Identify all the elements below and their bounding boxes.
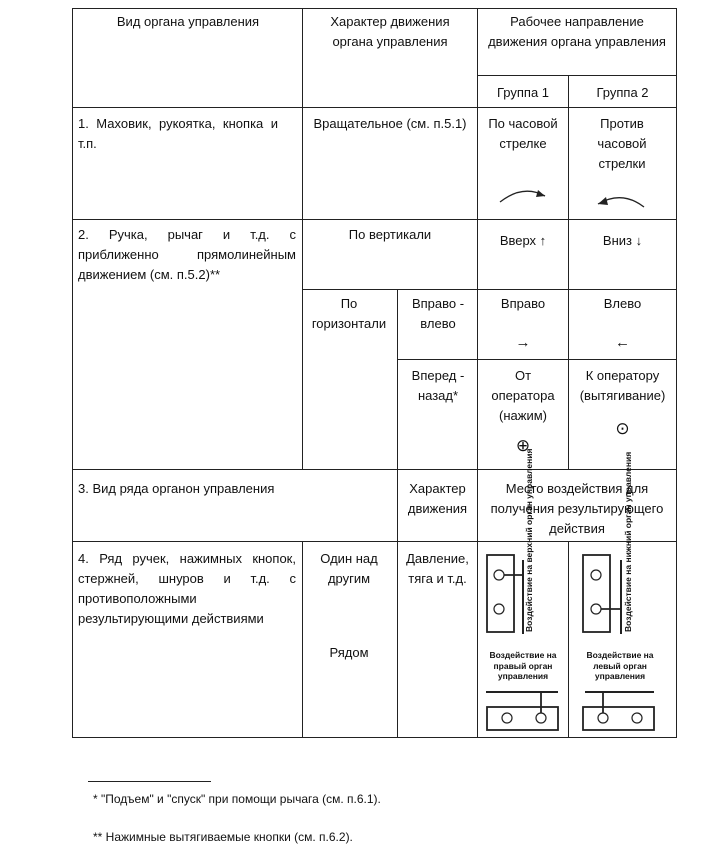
row4-pressure: Давление, тяга и т.д. [406,551,469,586]
row2-horizontal: По горизонтали [311,296,387,331]
header-col-direction: Рабочее направление движения органа управления [488,14,666,49]
pull-symbol-icon: ⊙ [615,419,630,438]
row2-vertical: По вертикали [348,227,432,242]
row2-down: Вниз ↓ [602,233,643,248]
row4-one-over-another: Один над другим [320,551,378,586]
row1-control-type: 1. Маховик, рукоятка, кнопка и т.п. [78,116,278,151]
row4-control-type: 4. Ряд ручек, нажимных кнопок, стержней, шнуров и т.д. с противоположными результирующими действиями [78,551,296,626]
header-group2: Группа 2 [596,85,649,100]
row2-to-operator: К оператору (вытягивание) [579,368,666,403]
left-control-diagram [583,692,654,730]
row1-motion: Вращательное (см. п.5.1) [313,116,467,131]
row1-group2: Против часовой стрелки [597,116,647,171]
row2-forward-back: Вперед - назад* [411,368,465,403]
left-arrow-icon: ← [615,334,630,351]
footnote-2: ** Нажимные вытягиваемые кнопки (см. п.6.2). [93,830,353,844]
row2-left-right: Вправо - влево [411,296,465,331]
row2-from-operator: От оператора (нажим) [491,368,555,423]
lower-control-label: Воздействие на нижний орган управления [623,451,633,632]
row2-up: Вверх ↑ [499,233,547,248]
upper-control-label: Воздействие на верхний орган управления [524,448,534,632]
row2-left: Влево [603,296,642,311]
right-control-diagram [486,692,558,730]
header-group1: Группа 1 [496,85,550,100]
row1-group1: По часовой стрелке [488,116,558,151]
header-col-type: Вид органа управления [116,14,260,29]
right-arrow-icon: → [515,334,531,351]
row3-control-type: 3. Вид ряда органон управления [78,481,275,496]
row2-control-type: 2. Ручка, рычаг и т.д. с приближенно прямолинейным движением (см. п.5.2)** [78,227,296,282]
footnote-1: * "Подъем" и "спуск" при помощи рычага (см. п.6.1). [93,792,381,806]
row4-side-by-side: Рядом [329,645,369,660]
counterclockwise-arrow-icon [598,197,644,207]
left-control-label: Воздействие на левый орган управления [586,650,654,681]
row3-place: Место воздействия для получения результирующего действия [490,481,664,536]
upper-control-diagram [487,555,523,634]
clockwise-arrow-icon [500,190,545,202]
lower-control-diagram [583,555,621,634]
right-control-label: Воздействие на правый орган управления [489,650,557,681]
push-symbol-icon: ⊕ [515,436,531,455]
row2-right: Вправо [500,296,546,311]
row3-motion: Характер движения [407,481,468,516]
header-col-motion: Характер движения органа управления [330,14,450,49]
